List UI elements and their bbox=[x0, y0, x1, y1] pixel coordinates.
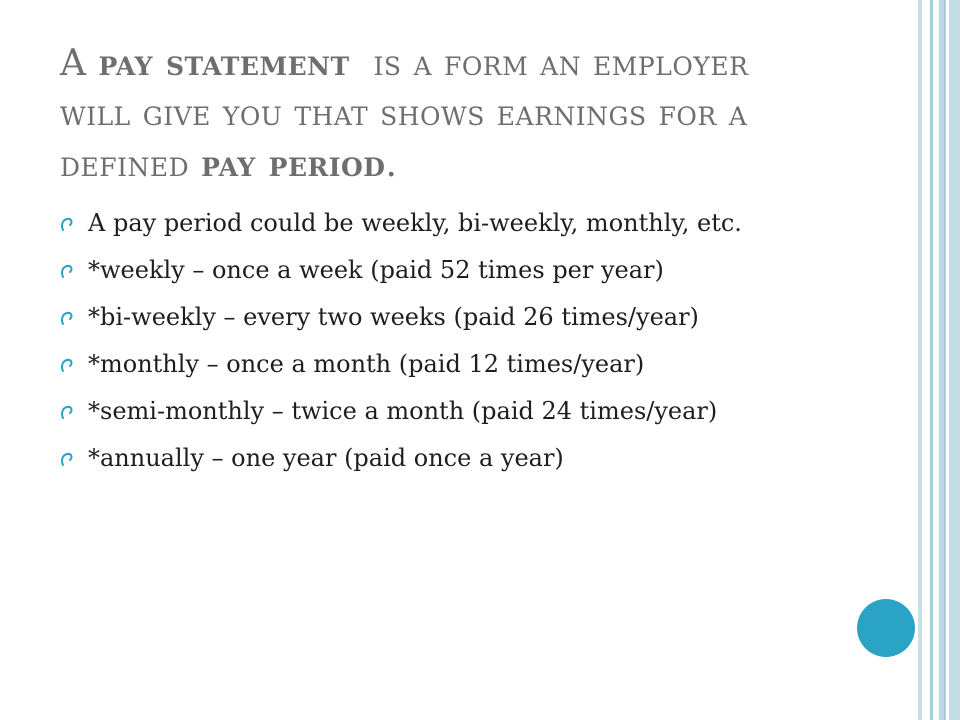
list-item bbox=[60, 395, 850, 428]
bullet-text: *monthly – once a month (paid 12 times/year) bbox=[88, 350, 645, 378]
slide-title bbox=[60, 38, 820, 190]
list-item bbox=[60, 301, 850, 334]
curl-bullet-icon bbox=[60, 310, 74, 326]
accent-circle bbox=[857, 599, 915, 657]
title-term-pay-statement: pay statement bbox=[98, 42, 350, 84]
list-item bbox=[60, 348, 850, 381]
bullet-text: A pay period could be weekly, bi-weekly, monthly, etc. bbox=[88, 209, 742, 237]
curl-bullet-icon bbox=[60, 263, 74, 279]
title-part-1: A bbox=[60, 43, 99, 84]
list-item bbox=[60, 207, 850, 240]
bullet-text: *semi-monthly – twice a month (paid 24 times/year) bbox=[88, 397, 718, 425]
title-part-3: is a form an employer will give you that shows earnings for a defined bbox=[60, 43, 761, 185]
title-part-5: . bbox=[385, 144, 398, 185]
bullet-text: *weekly – once a week (paid 52 times per year) bbox=[88, 256, 664, 284]
curl-bullet-icon bbox=[60, 451, 74, 467]
list-item bbox=[60, 254, 850, 287]
decorative-stripe bbox=[944, 0, 945, 720]
decorative-stripe bbox=[922, 0, 930, 720]
curl-bullet-icon bbox=[60, 357, 74, 373]
curl-bullet-icon bbox=[60, 404, 74, 420]
curl-bullet-icon bbox=[60, 216, 74, 232]
list-item bbox=[60, 442, 850, 475]
title-term-pay-period: pay period bbox=[201, 143, 386, 185]
bullet-text: *annually – one year (paid once a year) bbox=[88, 444, 564, 472]
bullet-list bbox=[60, 207, 850, 489]
bullet-text: *bi-weekly – every two weeks (paid 26 times/year) bbox=[88, 303, 699, 331]
decorative-stripe bbox=[949, 0, 960, 720]
